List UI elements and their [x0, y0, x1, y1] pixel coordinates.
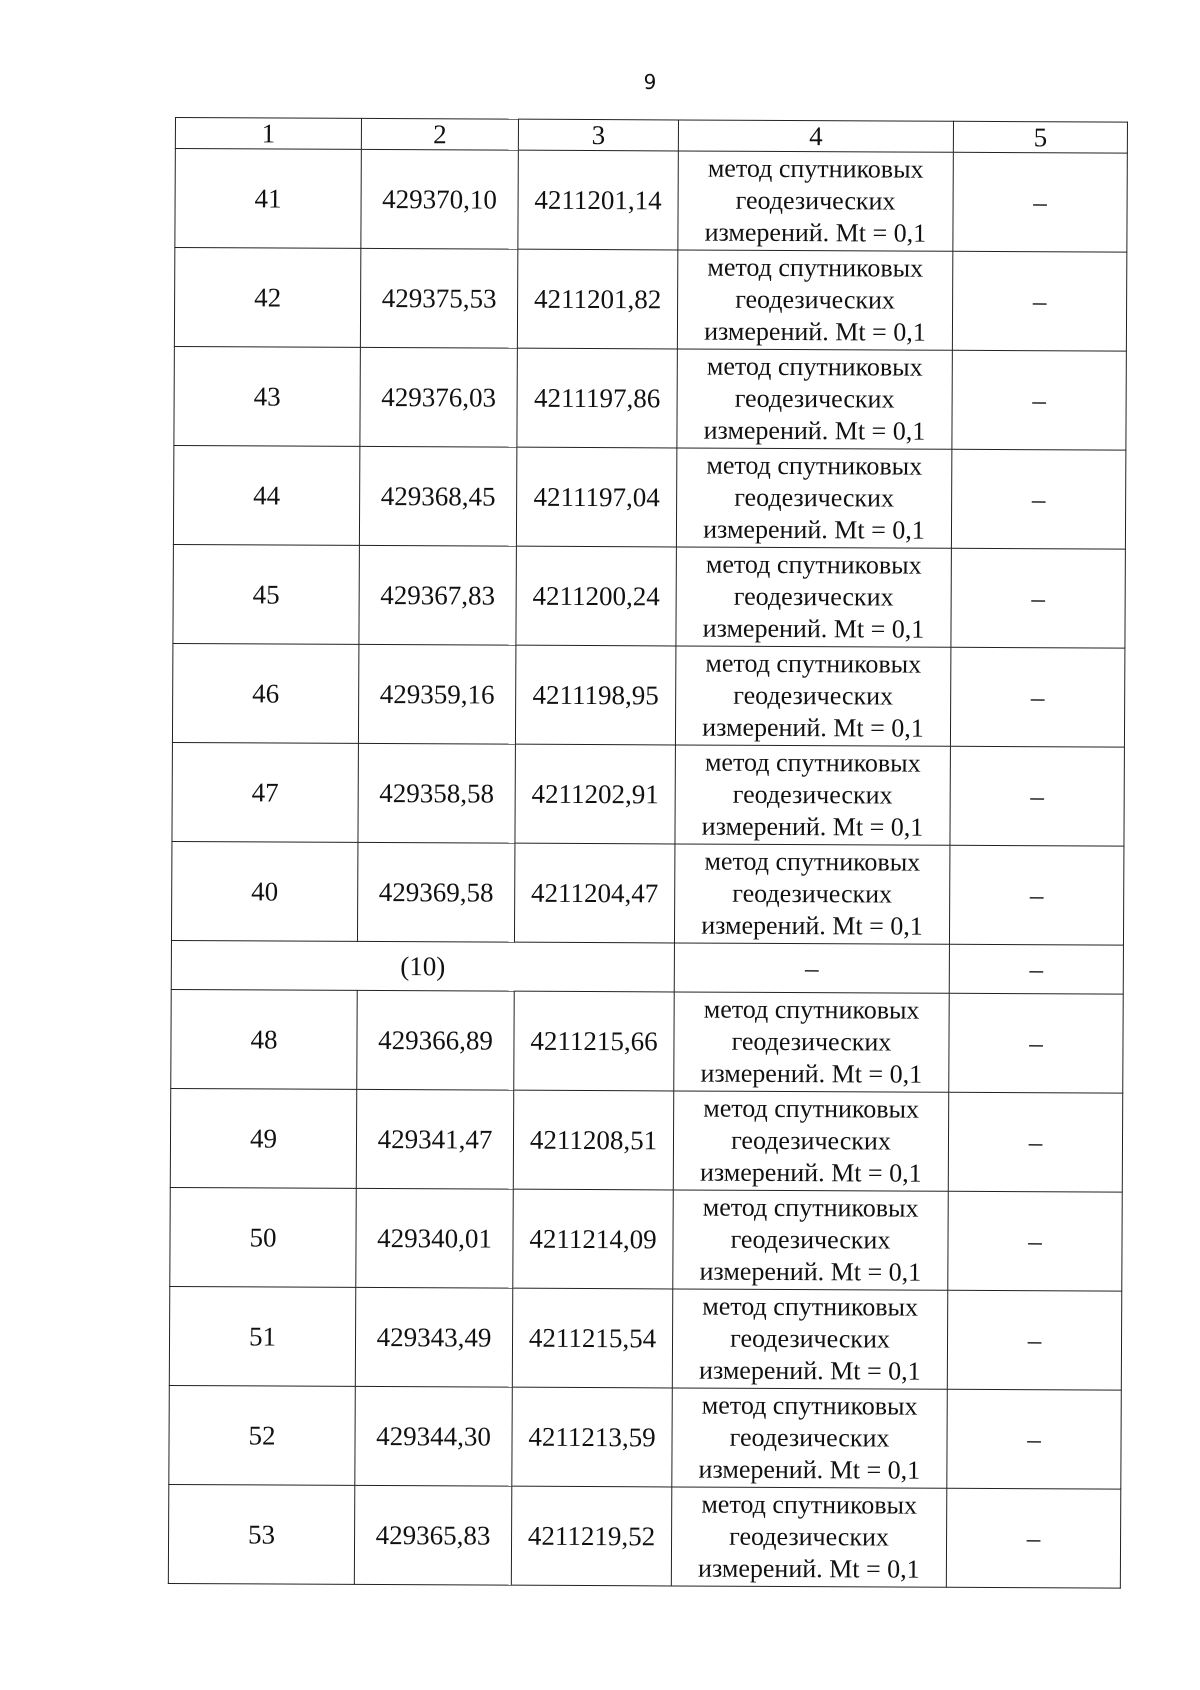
table-row: [172, 643, 1124, 747]
y-coordinate-cell: 4211215,66: [514, 991, 674, 1091]
point-number-cell: 44: [173, 445, 359, 545]
point-number-cell: 41: [175, 149, 361, 249]
point-number-cell: 48: [171, 989, 357, 1089]
method-text-line: геодезических: [732, 878, 893, 909]
column-header-4: 4: [678, 120, 953, 152]
description-cell: –: [949, 845, 1123, 945]
method-text-line: метод спутниковых: [702, 1291, 919, 1322]
point-number-cell: 53: [168, 1484, 354, 1584]
x-coordinate-cell: 429375,53: [360, 248, 517, 348]
method-text-line: метод спутниковых: [705, 549, 922, 580]
method-text-line: геодезических: [734, 482, 895, 513]
point-number-cell: 49: [170, 1088, 356, 1188]
x-coordinate-cell: 429366,89: [357, 990, 514, 1090]
method-text-line: измерений. Mt = 0,1: [698, 1355, 921, 1386]
method-text-line: метод спутниковых: [704, 747, 921, 778]
table-row: [172, 742, 1124, 846]
method-cell: [674, 844, 949, 944]
method-text-line: измерений. Mt = 0,1: [700, 1058, 923, 1089]
point-number-cell: 52: [169, 1385, 355, 1485]
y-coordinate-cell: 4211219,52: [511, 1486, 671, 1586]
x-coordinate-cell: 429343,49: [355, 1287, 512, 1387]
x-coordinate-cell: 429359,16: [358, 644, 515, 744]
description-cell: –: [951, 449, 1125, 549]
table-row: [173, 544, 1125, 648]
page-number: 9: [643, 70, 657, 94]
point-number-cell: 47: [172, 742, 358, 842]
method-cell: [675, 646, 950, 746]
table-row: [174, 248, 1126, 352]
method-cell: [677, 349, 952, 449]
method-cell: [676, 448, 951, 548]
method-text-line: геодезических: [734, 383, 895, 414]
method-text-line: геодезических: [733, 581, 894, 612]
description-cell: –: [949, 993, 1123, 1093]
y-coordinate-cell: 4211213,59: [512, 1387, 672, 1487]
method-text-line: измерений. Mt = 0,1: [701, 811, 924, 842]
description-cell: –: [948, 1092, 1122, 1192]
y-coordinate-cell: 4211200,24: [516, 546, 676, 646]
method-text-line: метод спутниковых: [705, 648, 922, 679]
x-coordinate-cell: 429376,03: [360, 347, 517, 447]
y-coordinate-cell: 4211201,82: [517, 249, 677, 349]
method-text-line: измерений. Mt = 0,1: [703, 514, 925, 545]
table-group-row: [171, 940, 1123, 994]
x-coordinate-cell: 429344,30: [355, 1386, 512, 1486]
method-text-line: геодезических: [729, 1521, 889, 1552]
description-cell: –: [949, 944, 1123, 994]
x-coordinate-cell: 429365,83: [354, 1485, 511, 1585]
y-coordinate-cell: 4211197,04: [516, 447, 676, 547]
method-text-line: измерений. Mt = 0,1: [699, 1256, 922, 1287]
column-header-3: 3: [518, 119, 678, 151]
y-coordinate-cell: 4211204,47: [514, 843, 674, 943]
table-row: [173, 445, 1125, 549]
table-row: [170, 1187, 1122, 1291]
point-number-cell: 45: [173, 544, 359, 644]
x-coordinate-cell: 429358,58: [358, 743, 515, 843]
table-row: [174, 346, 1126, 450]
method-text-line: метод спутниковых: [701, 1390, 918, 1421]
description-cell: –: [952, 251, 1126, 351]
method-text-line: метод спутниковых: [703, 994, 920, 1025]
method-cell: [671, 1487, 946, 1587]
method-text-line: геодезических: [730, 1224, 891, 1255]
table-row: [169, 1385, 1121, 1489]
method-text-line: измерений. Mt = 0,1: [699, 1157, 922, 1188]
method-text-line: измерений. Mt = 0,1: [704, 217, 927, 248]
method-cell: [676, 547, 951, 647]
method-cell: [672, 1289, 947, 1389]
description-cell: –: [947, 1290, 1121, 1390]
method-text-line: геодезических: [729, 1422, 890, 1453]
method-text-line: метод спутниковых: [706, 450, 923, 481]
method-text-line: метод спутниковых: [707, 153, 924, 184]
y-coordinate-cell: 4211197,86: [517, 348, 677, 448]
method-text-line: метод спутниковых: [702, 1192, 919, 1223]
x-coordinate-cell: 429370,10: [361, 149, 518, 249]
description-cell: –: [952, 350, 1126, 450]
point-number-cell: 43: [174, 346, 360, 446]
column-header-5: 5: [953, 121, 1127, 153]
table-row: [169, 1286, 1121, 1390]
x-coordinate-cell: 429340,01: [356, 1188, 513, 1288]
method-text-line: метод спутниковых: [704, 846, 921, 877]
table-row: [171, 841, 1123, 945]
method-text-line: метод спутниковых: [701, 1489, 918, 1520]
method-text-line: измерений. Mt = 0,1: [698, 1553, 920, 1584]
method-cell: [677, 250, 952, 350]
method-text-line: геодезических: [731, 1026, 892, 1057]
point-number-cell: 40: [171, 841, 357, 941]
header-row: [175, 118, 1127, 154]
method-cell: [675, 745, 950, 845]
description-cell: –: [950, 647, 1124, 747]
point-number-cell: 50: [170, 1187, 356, 1287]
y-coordinate-cell: 4211208,51: [513, 1090, 673, 1190]
x-coordinate-cell: 429369,58: [357, 842, 514, 942]
y-coordinate-cell: 4211202,91: [515, 744, 675, 844]
method-text-line: измерений. Mt = 0,1: [704, 316, 926, 347]
method-cell: [673, 1190, 948, 1290]
method-text-line: геодезических: [730, 1323, 890, 1354]
y-coordinate-cell: 4211214,09: [513, 1189, 673, 1289]
method-text-line: измерений. Mt = 0,1: [702, 712, 924, 743]
point-number-cell: 46: [172, 643, 358, 743]
y-coordinate-cell: 4211201,14: [518, 150, 678, 250]
method-text-line: измерений. Mt = 0,1: [701, 910, 923, 941]
description-cell: –: [946, 1488, 1120, 1588]
y-coordinate-cell: 4211198,95: [515, 645, 675, 745]
column-header-1: 1: [175, 118, 361, 150]
method-text-line: метод спутниковых: [706, 351, 923, 382]
description-cell: –: [947, 1389, 1121, 1489]
description-cell: –: [950, 746, 1124, 846]
method-cell: [672, 1388, 947, 1488]
table-row: [175, 149, 1127, 253]
method-text-line: геодезических: [735, 284, 896, 315]
method-text-line: геодезических: [731, 1125, 891, 1156]
method-text-line: геодезических: [735, 185, 896, 216]
method-text-line: метод спутниковых: [707, 252, 924, 283]
method-cell: [674, 992, 949, 1092]
point-number-cell: 51: [169, 1286, 355, 1386]
method-text-line: измерений. Mt = 0,1: [698, 1454, 921, 1485]
x-coordinate-cell: 429367,83: [359, 545, 516, 645]
column-header-2: 2: [361, 118, 518, 150]
coordinates-table-body: [168, 118, 1127, 1589]
method-text-line: измерений. Mt = 0,1: [703, 415, 926, 446]
coordinates-table: [168, 117, 1128, 1589]
method-cell: [673, 1091, 948, 1191]
group-label-cell: (10): [171, 940, 674, 991]
description-cell: –: [951, 548, 1125, 648]
table-row: [171, 989, 1123, 1093]
method-text-line: геодезических: [732, 779, 893, 810]
table-row: [170, 1088, 1122, 1192]
method-text-line: геодезических: [733, 680, 894, 711]
description-cell: –: [948, 1191, 1122, 1291]
method-cell: [678, 151, 953, 251]
x-coordinate-cell: 429341,47: [356, 1089, 513, 1189]
point-number-cell: 42: [174, 248, 360, 348]
x-coordinate-cell: 429368,45: [359, 446, 516, 546]
y-coordinate-cell: 4211215,54: [512, 1288, 672, 1388]
method-text-line: измерений. Mt = 0,1: [702, 613, 925, 644]
method-cell: –: [674, 943, 949, 993]
table-row: [168, 1484, 1120, 1588]
description-cell: –: [953, 152, 1127, 252]
method-text-line: метод спутниковых: [703, 1093, 920, 1124]
